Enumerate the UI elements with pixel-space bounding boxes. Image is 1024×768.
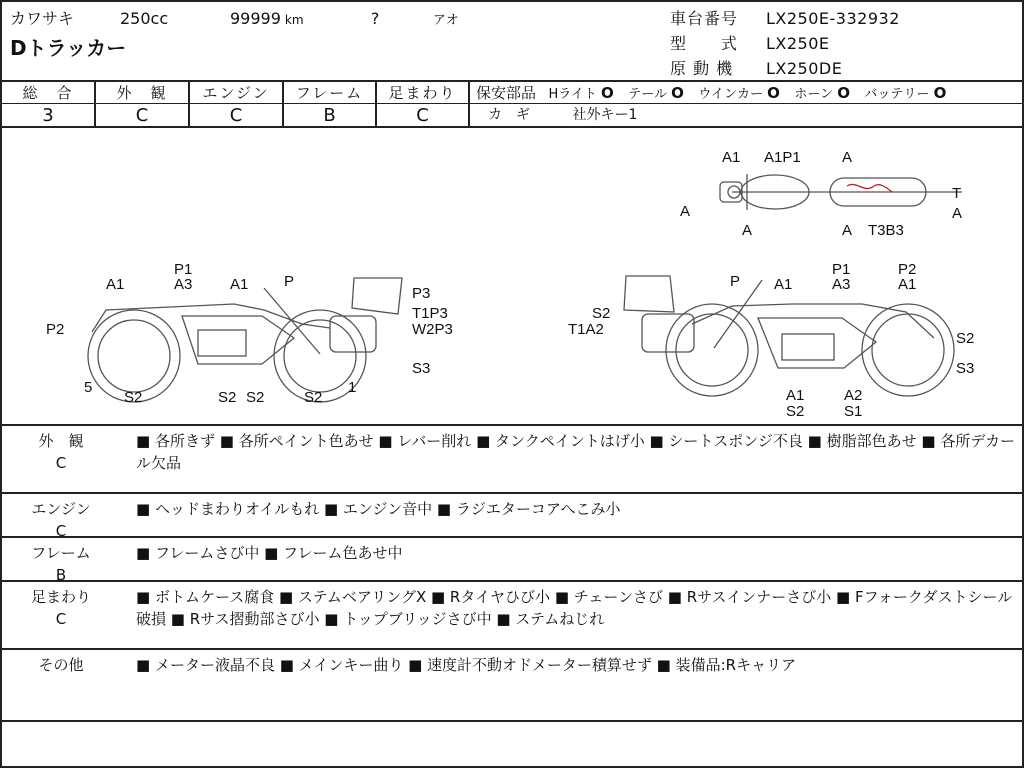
label-left: A3 <box>174 276 193 293</box>
category-label: エンジン <box>31 500 91 518</box>
damage-diagram <box>2 128 1024 426</box>
label-right: A3 <box>832 276 851 293</box>
label-left: 5 <box>84 379 93 396</box>
diagram-labels <box>46 149 974 420</box>
grade-engine <box>190 82 284 128</box>
maker: カワサキ <box>10 9 75 28</box>
label-right: S1 <box>844 403 863 420</box>
displacement: 250cc <box>120 9 169 28</box>
category-grade: C <box>55 454 67 472</box>
label-right: T1A2 <box>568 321 604 338</box>
grade-label: 足まわり <box>377 82 468 104</box>
safety-item-label: Hライト <box>548 87 597 102</box>
vehicle-ids <box>670 6 900 81</box>
label-top: A <box>842 149 853 166</box>
grade-table <box>2 80 1024 128</box>
grade-value: 3 <box>42 105 54 126</box>
label-top: A <box>952 205 963 222</box>
safety-item-label: ホーン <box>794 87 834 102</box>
body-color: アオ <box>432 13 459 28</box>
label-top: A <box>680 203 691 220</box>
label-right: P <box>730 273 741 290</box>
comment-category <box>6 586 116 630</box>
comment-frame <box>2 538 1024 582</box>
grade-value: C <box>416 105 429 126</box>
label-left: S2 <box>246 389 265 406</box>
label-right: A1 <box>898 276 917 293</box>
label-top: A1P1 <box>764 149 801 166</box>
label-top: T <box>952 185 962 202</box>
safety-item-label: テール <box>628 87 667 102</box>
motorcycle-diagram <box>2 128 1024 426</box>
vehicle-summary <box>10 6 473 61</box>
safety-parts <box>470 82 1024 128</box>
grade-value: C <box>229 105 243 126</box>
comment-suspension <box>2 582 1024 650</box>
label-top: A1 <box>722 149 741 166</box>
grade-value: B <box>323 105 336 126</box>
label-right: A1 <box>774 276 793 293</box>
comment-exterior <box>2 426 1024 494</box>
comment-text: ■ フレームさび中 ■ フレーム色あせ中 <box>136 544 403 562</box>
comment-text: ■ メーター液晶不良 ■ メインキー曲り ■ 速度計不動オドメーター積算せず ■ 装備品:Rキャリア <box>136 656 797 674</box>
right-view-sketch <box>624 276 954 396</box>
label-left: A1 <box>106 276 125 293</box>
safety-item-mark: O <box>933 84 947 102</box>
category-grade: B <box>55 566 67 584</box>
safety-horn <box>794 84 850 102</box>
grade-label: 総 合 <box>2 82 94 104</box>
grade-frame <box>284 82 377 128</box>
category-grade: C <box>55 522 67 540</box>
category-label: フレーム <box>31 544 91 562</box>
grade-label: フレーム <box>284 82 375 104</box>
chassis-label: 車台番号 <box>670 9 739 28</box>
comment-text: ■ ボトムケース腐食 ■ ステムベアリングX ■ Rタイヤひび小 ■ チェーンさび ■ Rサスインナーさび小 ■ Fフォークダストシール破損 ■ Rサス摺動部さび小 ■ トップブリッジさび中 ■ ステムねじれ <box>136 588 1013 628</box>
comment-text: ■ ヘッドまわりオイルもれ ■ エンジン音中 ■ ラジエターコアへこみ小 <box>136 500 621 518</box>
chassis-value: LX250E-332932 <box>766 9 900 28</box>
label-left: P1 <box>174 261 193 278</box>
comment-category <box>6 654 116 676</box>
grade-label: エンジン <box>190 82 282 104</box>
label-left: S2 <box>218 389 237 406</box>
engine-value: LX250DE <box>766 59 843 78</box>
label-right: P1 <box>832 261 851 278</box>
safety-item-label: ウインカー <box>698 87 763 102</box>
safety-item-label: バッテリー <box>864 87 930 102</box>
grade-label: 外 観 <box>96 82 188 104</box>
safety-item-mark: O <box>601 84 614 102</box>
mileage: 99999 <box>230 9 281 28</box>
safety-tail <box>628 84 684 102</box>
label-left: T1P3 <box>412 305 448 322</box>
comment-category <box>6 542 116 586</box>
safety-winker <box>698 84 780 102</box>
grade-value: C <box>135 105 149 126</box>
safety-item-mark: O <box>671 84 684 102</box>
safety-title: 保安部品 <box>476 84 537 102</box>
mileage-unit: km <box>284 13 304 27</box>
label-left: 1 <box>348 379 357 396</box>
category-label: 外 観 <box>38 432 84 450</box>
label-right: S2 <box>786 403 805 420</box>
top-view-sketch <box>720 174 962 210</box>
label-left: S3 <box>412 360 431 377</box>
safety-item-mark: O <box>837 84 850 102</box>
label-left: P2 <box>46 321 65 338</box>
category-grade: C <box>55 610 67 628</box>
label-left: A1 <box>230 276 249 293</box>
label-top: T3B3 <box>868 222 904 239</box>
comment-other <box>2 650 1024 722</box>
label-left: W2P3 <box>412 321 453 338</box>
grade-exterior <box>96 82 190 128</box>
comment-category <box>6 430 116 474</box>
safety-battery <box>864 84 947 102</box>
model-name: Dトラッカー <box>10 36 127 60</box>
label-right: P2 <box>898 261 917 278</box>
label-right: A2 <box>844 387 863 404</box>
key-value: 社外キー1 <box>572 107 638 123</box>
type-value: LX250E <box>766 34 830 53</box>
label-top: A <box>742 222 753 239</box>
grade-suspension <box>377 82 470 128</box>
category-label: その他 <box>38 656 84 674</box>
label-right: A1 <box>786 387 805 404</box>
safety-item-mark: O <box>767 84 780 102</box>
label-right: S3 <box>956 360 975 377</box>
category-label: 足まわり <box>30 588 91 606</box>
comment-text: ■ 各所きず ■ 各所ペイント色あせ ■ レバー削れ ■ タンクペイントはげ小 ■ シートスポンジ不良 ■ 樹脂部色あせ ■ 各所デカール欠品 <box>136 432 1016 472</box>
type-label: 型 式 <box>670 34 739 53</box>
comment-category <box>6 498 116 542</box>
grade-overall <box>2 82 96 128</box>
safety-headlight <box>548 84 614 102</box>
unknown-mark: ? <box>370 9 380 28</box>
label-right: S2 <box>592 305 611 322</box>
engine-label: 原 動 機 <box>670 59 734 78</box>
label-left: S2 <box>304 389 323 406</box>
key-label: カギ <box>488 107 544 123</box>
comment-engine <box>2 494 1024 538</box>
label-top: A <box>842 222 853 239</box>
label-left: P3 <box>412 285 431 302</box>
label-left: P <box>284 273 295 290</box>
label-right: S2 <box>956 330 975 347</box>
label-left: S2 <box>124 389 143 406</box>
